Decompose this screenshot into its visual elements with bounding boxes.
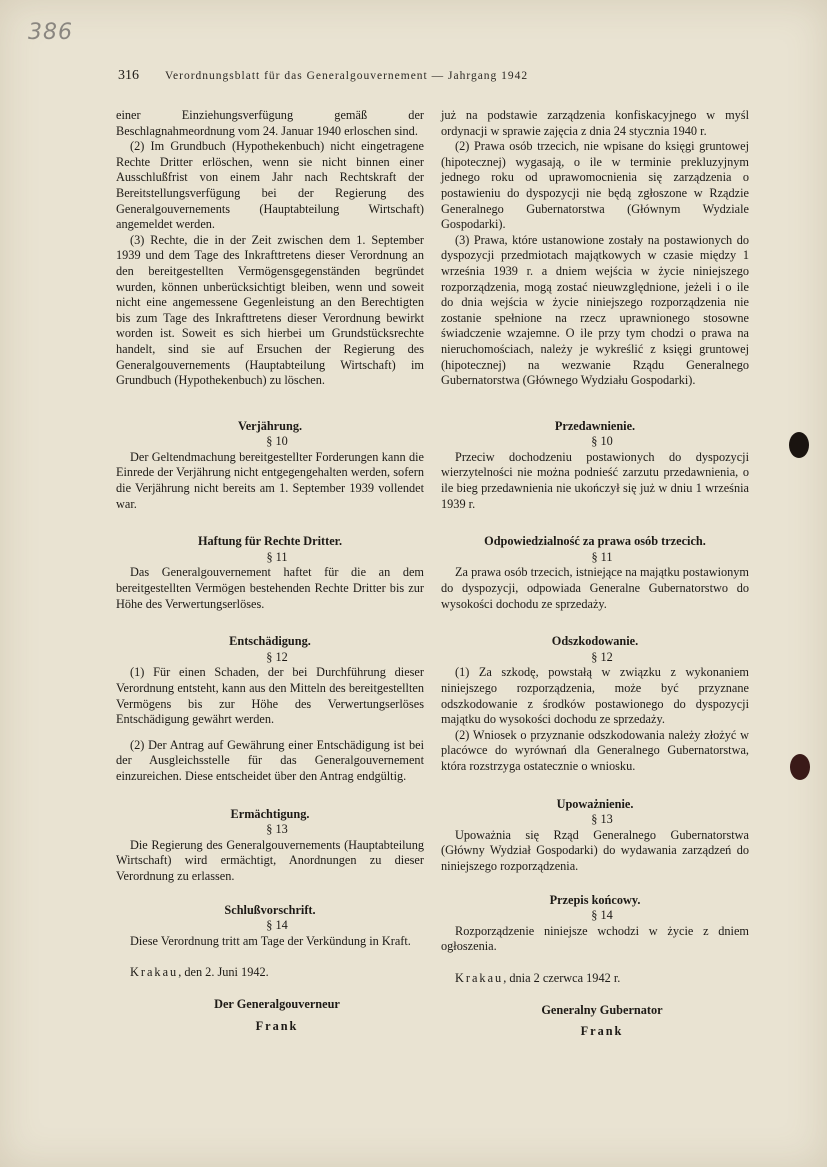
german-section-13-title: Ermächtigung. xyxy=(230,806,310,821)
punch-hole-bottom xyxy=(790,754,810,780)
german-section-11-title: Haftung für Rechte Dritter. xyxy=(197,534,343,549)
german-column xyxy=(116,108,424,1034)
german-place-city: Krakau xyxy=(130,965,179,980)
header-title: Verordnungsblatt für das Generalgouvernement — Jahrgang 1942 xyxy=(165,70,529,82)
polish-section-13-title: Upoważnienie. xyxy=(556,796,634,811)
german-section-13-number: § 13 xyxy=(266,822,288,837)
polish-section-11-text: Za prawa osób trzecich, istniejące na majątku postawionym do dyspozycji, odpowiada Generalne Gubernatorstwo do wysokości dochodu ze sprzedaży. xyxy=(441,565,749,611)
german-signer-title: Der Generalgouverneur xyxy=(214,996,340,1011)
german-section-12-title: Entschädigung. xyxy=(229,634,311,649)
polish-section-12-number: § 12 xyxy=(591,649,613,664)
polish-place-city: Krakau xyxy=(455,970,504,985)
german-para-3: (3) Rechte, die in der Zeit zwischen dem 1. September 1939 und dem Tage des Inkrafttretens dieser Verordnung an den bereitgestellten Vermögensgegenständen begründet wurden, können unberücksichtigt bleiben, wenn und soweit nicht eine angemessene Gegenleistung an den Berechtigten bis zum Tage des Inkrafttretens dieser Verordnung bewirkt worden ist. Soweit es sich hierbei um Grundstücksrechte handelt, sind sie auf Ersuchen der Regierung des Generalgouvernements (Hauptabteilung Wirtschaft) im Grundbuch (Hypothekenbuch) zu löschen. xyxy=(116,232,424,388)
page-number: 316 xyxy=(118,68,139,83)
german-section-12-para-2: (2) Der Antrag auf Gewährung einer Entschädigung ist bei der Ausgleichsstelle für das Generalgouvernement einzureichen. Diese entscheidet über den Antrag endgültig. xyxy=(116,737,424,783)
german-section-14-text: Diese Verordnung tritt am Tage der Verkündung in Kraft. xyxy=(130,933,411,948)
german-intro: einer Einziehungsverfügung gemäß der Beschlagnahmeordnung vom 24. Januar 1940 erloschen sind. xyxy=(116,108,424,138)
german-section-12-number: § 12 xyxy=(266,649,288,664)
polish-section-10-number: § 10 xyxy=(591,434,613,449)
german-section-14-number: § 14 xyxy=(266,918,288,933)
german-section-11-number: § 11 xyxy=(266,549,288,564)
polish-section-11-title: Odpowiedzialność za prawa osób trzecich. xyxy=(484,534,706,549)
german-section-10-text: Der Geltendmachung bereitgestellter Forderungen kann die Einrede der Verjährung nicht entgegengehalten werden, sofern die Verjährung nicht bereits am 1. September 1939 vollendet war. xyxy=(116,449,424,511)
polish-section-12-title: Odszkodowanie. xyxy=(551,634,639,649)
polish-section-12-para-1: (1) Za szkodę, powstałą w związku z wykonaniem niniejszego rozporządzenia, może być przyznane odszkodowanie z środków postawionego do dyspozycji majątku do wysokości dochodu ze sprzedaży. xyxy=(441,665,749,727)
polish-column xyxy=(441,108,749,1040)
polish-section-10-title: Przedawnienie. xyxy=(554,418,636,433)
polish-section-13-number: § 13 xyxy=(591,812,613,827)
polish-section-14-title: Przepis końcowy. xyxy=(549,892,641,907)
polish-signer-title: Generalny Gubernator xyxy=(541,1002,663,1017)
german-section-11-text: Das Generalgouvernement haftet für die an dem bereitgestellten Vermögen bestehenden Rechte Dritter bis zur Höhe des Verwertungserlöses. xyxy=(116,565,424,611)
german-section-13-text: Die Regierung des Generalgouvernements (Hauptabteilung Wirtschaft) wird ermächtigt, Anordnungen zu dieser Verordnung zu erlassen. xyxy=(116,837,424,883)
polish-signer-name: Frank xyxy=(580,1024,624,1039)
polish-date: , dnia 2 czerwca 1942 r. xyxy=(503,970,621,985)
german-section-14-title: Schlußvorschrift. xyxy=(224,902,316,917)
german-date: , den 2. Juni 1942. xyxy=(178,965,269,980)
german-place-date xyxy=(116,965,424,981)
page-header xyxy=(118,68,758,84)
polish-para-2: (2) Prawa osób trzecich, nie wpisane do księgi gruntowej (hipotecznej) wygasają, o ile w terminie prekluzyjnym jednego roku od uprawomocnienia się zarządzenia o postawieniu do dyspozycji nie będą zgłoszone w Rządzie Generalnego Gubernatorstwa (Głównym Wydziale Gospodarki). xyxy=(441,139,749,232)
polish-section-11-number: § 11 xyxy=(591,549,613,564)
polish-section-10-text: Przeciw dochodzeniu postawionych do dyspozycji wierzytelności nie można podnieść zarzutu przedawnienia, o ile bieg przedawnienia nie ukończył się już w dniu 1 września 1939 r. xyxy=(441,449,749,511)
polish-section-12-para-2: (2) Wniosek o przyznanie odszkodowania należy złożyć w placówce do wyrównań dla Generalnego Gubernatorstwa, która rozstrzyga ostatecznie o wniosku. xyxy=(441,727,749,773)
german-section-12-para-1: (1) Für einen Schaden, der bei Durchführung dieser Verordnung entsteht, kann aus den Mitteln des bereitgestellten Vermögens bis zur Höhe des Verwertungserlöses Entschädigung gewährt werden. xyxy=(116,665,424,727)
german-section-10-title: Verjährung. xyxy=(237,418,303,433)
polish-section-14-number: § 14 xyxy=(591,908,613,923)
polish-intro: już na podstawie zarządzenia konfiskacyjnego w myśl ordynacji w sprawie zajęcia z dnia 24 stycznia 1940 r. xyxy=(441,108,749,138)
polish-para-3: (3) Prawa, które ustanowione zostały na postawionych do dyspozycji przedmiotach majątkowych w czasie między 1 września 1939 r. a dniem wejścia w życie niniejszego rozporządzenia, mogą zostać nieuwzględnione, jeżeli i o ile do dnia wejścia w życie niniejszego rozporządzenia nie zostanie spełnione na rzecz uprawnionego stosowne świadczenie wzajemne. O ile przy tym chodzi o prawa na nieruchomościach, należy je wykreślić z księgi gruntowej (hipotecznej) na wezwanie Rządu Generalnego Gubernatorstwa (Głównego Wydziału Gospodarki). xyxy=(441,232,749,388)
polish-section-14-text: Rozporządzenie niniejsze wchodzi w życie z dniem ogłoszenia. xyxy=(441,923,749,954)
polish-place-date xyxy=(441,971,749,987)
polish-section-13-text: Upoważnia się Rząd Generalnego Gubernatorstwa (Główny Wydział Gospodarki) do wydawania zarządzeń do niniejszego rozporządzenia. xyxy=(441,827,749,873)
german-para-2: (2) Im Grundbuch (Hypothekenbuch) nicht eingetragene Rechte Dritter erlöschen, wenn sie nicht binnen einer Ausschlußfrist von einem Jahr nach Rechtskraft der Bereitstellungsverfügung bei der Regierung des Generalgouvernements (Hauptabteilung Wirtschaft) angemeldet werden. xyxy=(116,139,424,232)
handwritten-page-note: 386 xyxy=(28,20,73,45)
german-signer-name: Frank xyxy=(255,1018,299,1033)
german-section-10-number: § 10 xyxy=(266,434,288,449)
punch-hole-top xyxy=(789,432,809,458)
